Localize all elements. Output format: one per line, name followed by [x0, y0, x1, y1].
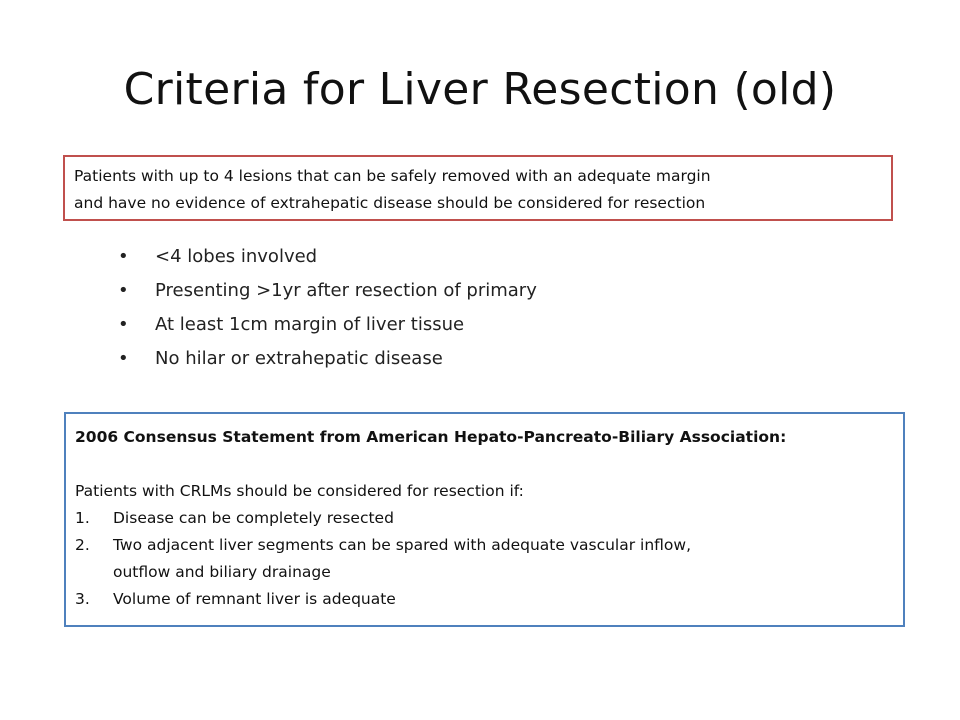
resection-criteria-box	[63, 155, 893, 221]
bullet-text: <4 lobes involved	[155, 246, 318, 267]
consensus-heading: 2006 Consensus Statement from American Hepato-Pancreato-Biliary Association:	[75, 428, 787, 446]
bullet-text: No hilar or extrahepatic disease	[155, 348, 443, 369]
bullet-icon: •	[118, 348, 129, 369]
spacer	[75, 451, 895, 478]
numbered-item	[75, 586, 895, 613]
bullet-item	[118, 240, 537, 274]
bullet-icon: •	[118, 246, 129, 267]
bullet-text: At least 1cm margin of liver tissue	[155, 314, 465, 335]
bullet-icon: •	[118, 314, 129, 335]
consensus-numbered-list	[75, 505, 895, 613]
item-text: Disease can be completely resected	[113, 509, 394, 527]
item-text: Volume of remnant liver is adequate	[113, 590, 396, 608]
slide-title: Criteria for Liver Resection (old)	[123, 64, 837, 115]
item-text: outflow and biliary drainage	[113, 563, 331, 581]
bullet-item	[118, 342, 537, 376]
numbered-item	[75, 532, 895, 586]
criteria-line: and have no evidence of extrahepatic disease should be considered for resection	[74, 194, 706, 212]
item-number: 2.	[75, 536, 90, 554]
numbered-item	[75, 505, 895, 532]
item-text: Two adjacent liver segments can be spared with adequate vascular inflow,	[113, 536, 692, 554]
bullet-icon: •	[118, 280, 129, 301]
bullet-item	[118, 274, 537, 308]
consensus-statement-box	[64, 412, 905, 627]
item-number: 1.	[75, 509, 90, 527]
consensus-intro: Patients with CRLMs should be considered for resection if:	[75, 482, 524, 500]
criteria-bullet-list	[118, 240, 537, 376]
bullet-item	[118, 308, 537, 342]
item-number: 3.	[75, 590, 90, 608]
bullet-text: Presenting >1yr after resection of primary	[155, 280, 537, 301]
criteria-line: Patients with up to 4 lesions that can be safely removed with an adequate margin	[74, 167, 711, 185]
